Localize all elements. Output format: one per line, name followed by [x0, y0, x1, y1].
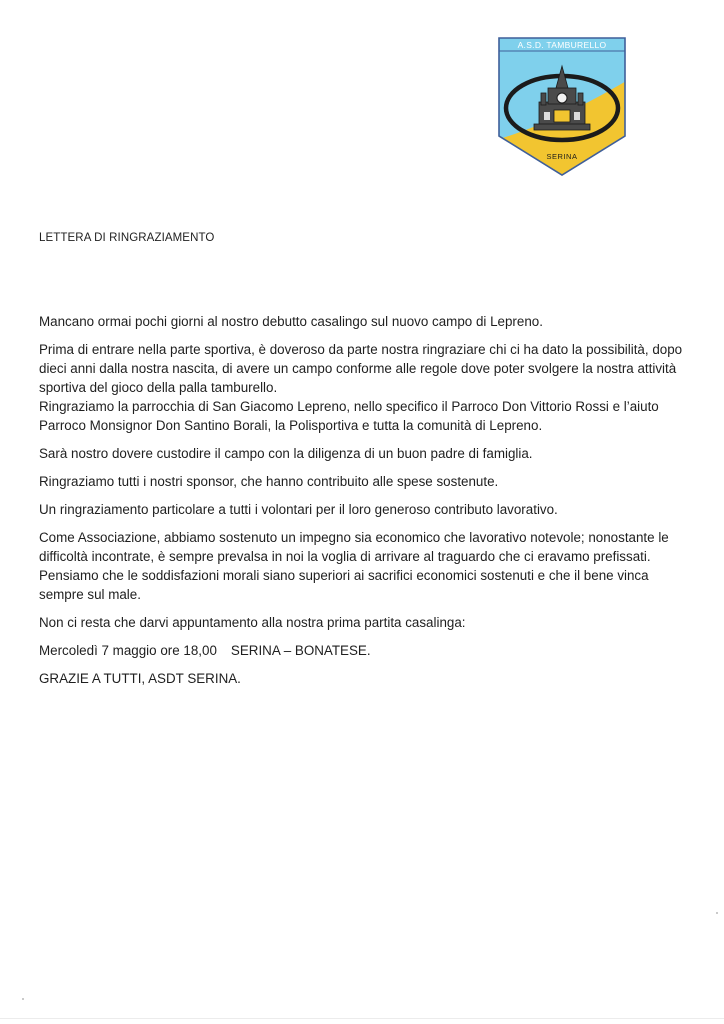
logo-bottom-text: SERINA — [546, 152, 578, 161]
closing-line: GRAZIE A TUTTI, ASDT SERINA. — [39, 671, 241, 686]
paragraph-thanks-parish: Ringraziamo la parrocchia di San Giacomo Lepreno, nello specifico il Parroco Don Vittorio Rossi e l’aiuto Parroco Monsignor Don Santino Borali, la Polisportiva e tutta la comunità di Lepreno. — [39, 399, 659, 433]
paragraph-association: Come Associazione, abbiamo sostenuto un impegno sia economico che lavorativo notevole; nonostante le difficoltà incontrate, è sempre prevalsa in noi la voglia di arrivare al traguardo che ci eravamo prefissati. Pensiamo che le soddisfazioni morali siano superiori ai sacrifici economici sostenuti e che il bene vinca sempre sul male. — [39, 530, 669, 602]
paragraph-appointment: Non ci resta che darvi appuntamento alla nostra prima partita casalinga: — [39, 615, 466, 630]
match-date: Mercoledì 7 maggio ore 18,00 — [39, 643, 217, 658]
paragraph-duty: Sarà nostro dovere custodire il campo con la diligenza di un buon padre di famiglia. — [39, 446, 533, 461]
paragraph-thanks-intro: Prima di entrare nella parte sportiva, è doveroso da parte nostra ringraziare chi ci ha dato la possibilità, dopo dieci anni dalla nostra nascita, di avere un campo conforme alle regole dove poter svolgere la nostra attività sportiva del gioco della palla tamburello. — [39, 342, 683, 395]
logo-top-text: A.S.D. TAMBURELLO — [517, 40, 607, 50]
letter-body — [39, 312, 689, 697]
letter-heading: LETTERA DI RINGRAZIAMENTO — [39, 232, 215, 244]
match-line — [39, 641, 689, 660]
paragraph-debut: Mancano ormai pochi giorni al nostro debutto casalingo sul nuovo campo di Lepreno. — [39, 314, 543, 329]
match-teams: SERINA – BONATESE. — [230, 643, 371, 658]
paragraph-sponsors: Ringraziamo tutti i nostri sponsor, che hanno contribuito alle spese sostenute. — [39, 474, 499, 489]
scan-speck — [716, 912, 718, 914]
paragraph-volunteers: Un ringraziamento particolare a tutti i volontari per il loro generoso contributo lavorativo. — [39, 502, 558, 517]
scan-speck — [22, 998, 24, 1000]
club-logo — [496, 36, 628, 178]
scan-edge — [0, 1018, 724, 1019]
